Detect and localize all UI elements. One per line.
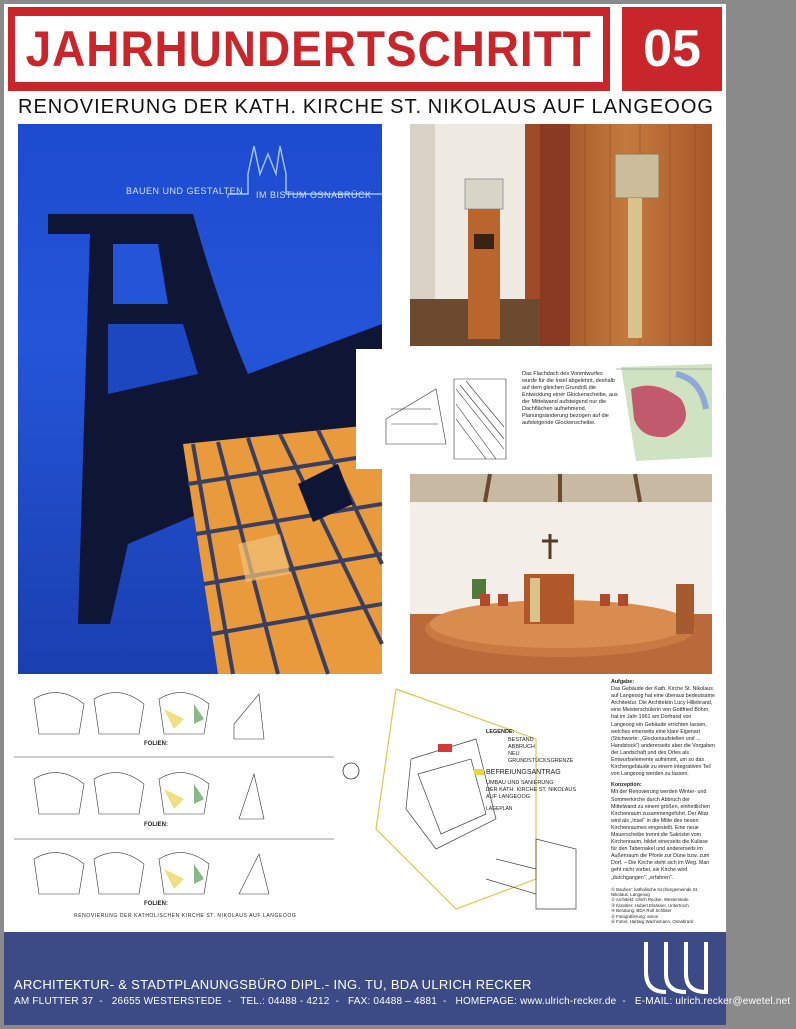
concept-sketches-illustration [14, 679, 334, 924]
folien-label-3: FOLIEN: [144, 901, 168, 907]
church-poster-image [18, 124, 382, 674]
folien-label-1: FOLIEN: [144, 741, 168, 747]
subtitle-word: RENOVIERUNG [18, 96, 178, 118]
aufgabe-text: Das Gebäude der Kath. Kirche St. Nikolaus auf Langeoog hat eine überaus bedeutsame Architektur. Die Architektin Lucy Hillebrand, eine Meisterschülerin von Gottfried Böhm, hat im Jahr 1961 am Dorfrand von Langeoog ein Gebäude errichten lassen, welches einerseits eine klare Eigenart (Stichworte: „Glockenaufstellen und ... Handstock“) andererseits aber die Vorgaben der Landschaft und des Ortes als Entwurfselemente aufnimmt, um so das Kirchengebäude zu einem integrativen Teil von Langeoog werden zu lassen. [611, 686, 715, 778]
subtitle-word: AUF [542, 96, 586, 118]
wooden-wall-relief-photo [540, 124, 712, 346]
concept-sketch-sheet [14, 679, 334, 924]
credits-list [611, 887, 715, 925]
aufgabe-heading: Aufgabe: [611, 679, 634, 685]
legend-item: BESTAND [508, 737, 534, 743]
poster-title: JAHRHUNDERTSCHRITT [25, 21, 593, 77]
issue-number-box [622, 7, 722, 91]
subtitle [18, 96, 714, 120]
konzeption-heading: Konzeption: [611, 782, 642, 789]
interior-illustration [410, 474, 712, 674]
subtitle-word: KIRCHE [302, 96, 385, 118]
credit-line: ② Architekt: Ulrich Recker, Westerstede [611, 897, 689, 903]
subtitle-word: KATH. [234, 96, 298, 118]
site-plan [336, 679, 608, 924]
subtitle-word: DER [183, 96, 229, 118]
sketch-note: Das Flachdach des Vorentwurfes wurde für die Insel abgelehnt, deshalb auf dem gleichen Grundriß die Entwicklung einer Glockenscheibe, aus der Mittelwand aufsteigend nur die Dachflächen aufnehmend. Planungsänderung bezogen auf die aufsteigende Glockenscheibe. [522, 371, 618, 426]
office-logo-icon [640, 938, 712, 996]
office-name: ARCHITEKTUR- & STADTPLANUNGSBÜRO DIPL.- ING. TU, BDA ULRICH RECKER [14, 977, 532, 992]
antrag-title: BEFREIUNGSANTRAG [486, 769, 561, 776]
title-banner [8, 7, 610, 91]
wood-wall-illustration [540, 124, 712, 346]
sketch-sheet-caption: RENOVIERUNG DER KATHOLISCHEN KIRCHE ST. NIKOLAUS AUF LANGEOOG [74, 913, 297, 919]
credit-line: ① Bauherr: katholische Kirchengemeinde St. Nikolaus, Langeoog [611, 886, 699, 898]
subtitle-word: NIKOLAUS [427, 96, 537, 118]
poster-caption-right: IM BISTUM OSNABRÜCK [256, 190, 372, 200]
antrag-line: AUF LANGEOOG [486, 794, 531, 800]
credit-line: ⑥ Fotos: Hartwig Wachsmann, Osnabrück [611, 919, 694, 925]
issue-number: 05 [643, 20, 701, 78]
antrag-line: DER KATH. KIRCHE ST. NIKOLAUS [486, 787, 577, 793]
church-interior-photo [410, 474, 712, 674]
lageplan-label: LAGEPLAN [486, 806, 513, 812]
footer-bar [4, 932, 791, 1025]
pedestal-illustration [410, 124, 540, 346]
city: 26655 WESTERSTEDE [111, 996, 222, 1007]
legend-item: ABBRUCH [508, 744, 535, 750]
subtitle-word: LANGEOOG [591, 96, 714, 118]
email-link[interactable]: E-MAIL: ulrich.recker@ewetel.net [634, 996, 791, 1007]
poster-caption-left: BAUEN UND GESTALTEN [126, 186, 244, 196]
subtitle-word: ST. [390, 96, 423, 118]
phone: TEL.: 04488 - 4212 [240, 996, 330, 1007]
homepage-link[interactable]: HOMEPAGE: www.ulrich-recker.de [455, 996, 617, 1007]
contact-line: AM FLUTTER 37 - 26655 WESTERSTEDE - TEL.: 04488 - 4212 - FAX: 04488 – 4881 - HOMEPAGE: www.ulrich-recker.de - E-MAIL: ulrich.recker@ewetel.net [14, 996, 791, 1007]
project-description [611, 679, 715, 925]
fax: FAX: 04488 – 4881 [347, 996, 438, 1007]
credit-line: ③ Künstler: Hubert Elsässer, Untertroch [611, 902, 689, 908]
legend-title: LEGENDE: [486, 729, 515, 735]
konzeption-text: Mit der Renovierung werden Winter- und Sommerkirche durch Abbruch der Mittelwand zu einem großen, einheitlichen Kirchenraum zusammengeführt. Der Altar wird als „Insel“ in die Mitte des neuen Kirchenraumes eingestellt. Eine neue Mauerscheibe trennt die Sakristei vom Kirchenraum, bildet einerseits die Kulisse für den Tabernakel und andererseits im Außenraum die Pforte zur Düne bzw. zum Dorf. – Die Kirche steht sich im Weg. Man geht nicht vorbei, sie Kirche wird „durchgangen“, „erfahren“. [611, 789, 710, 881]
antrag-line: UMBAU UND SANIERUNG [486, 780, 554, 786]
site-plan-illustration [336, 679, 608, 924]
tabernacle-pedestal-photo [410, 124, 540, 346]
church-silhouette-illustration [18, 124, 382, 674]
legend-item: GRUNDSTÜCKSGRENZE [508, 758, 574, 764]
design-sketch-and-map [356, 349, 712, 469]
poster-sheet [4, 4, 791, 1025]
legend-item: NEU [508, 751, 520, 757]
folien-label-2: FOLIEN: [144, 822, 168, 828]
credit-line: ⑤ Fotografierung: amos [611, 913, 658, 919]
credit-line: ④ Beratung: BDA Rolf Schlüter [611, 908, 672, 914]
street: AM FLUTTER 37 [14, 996, 94, 1007]
